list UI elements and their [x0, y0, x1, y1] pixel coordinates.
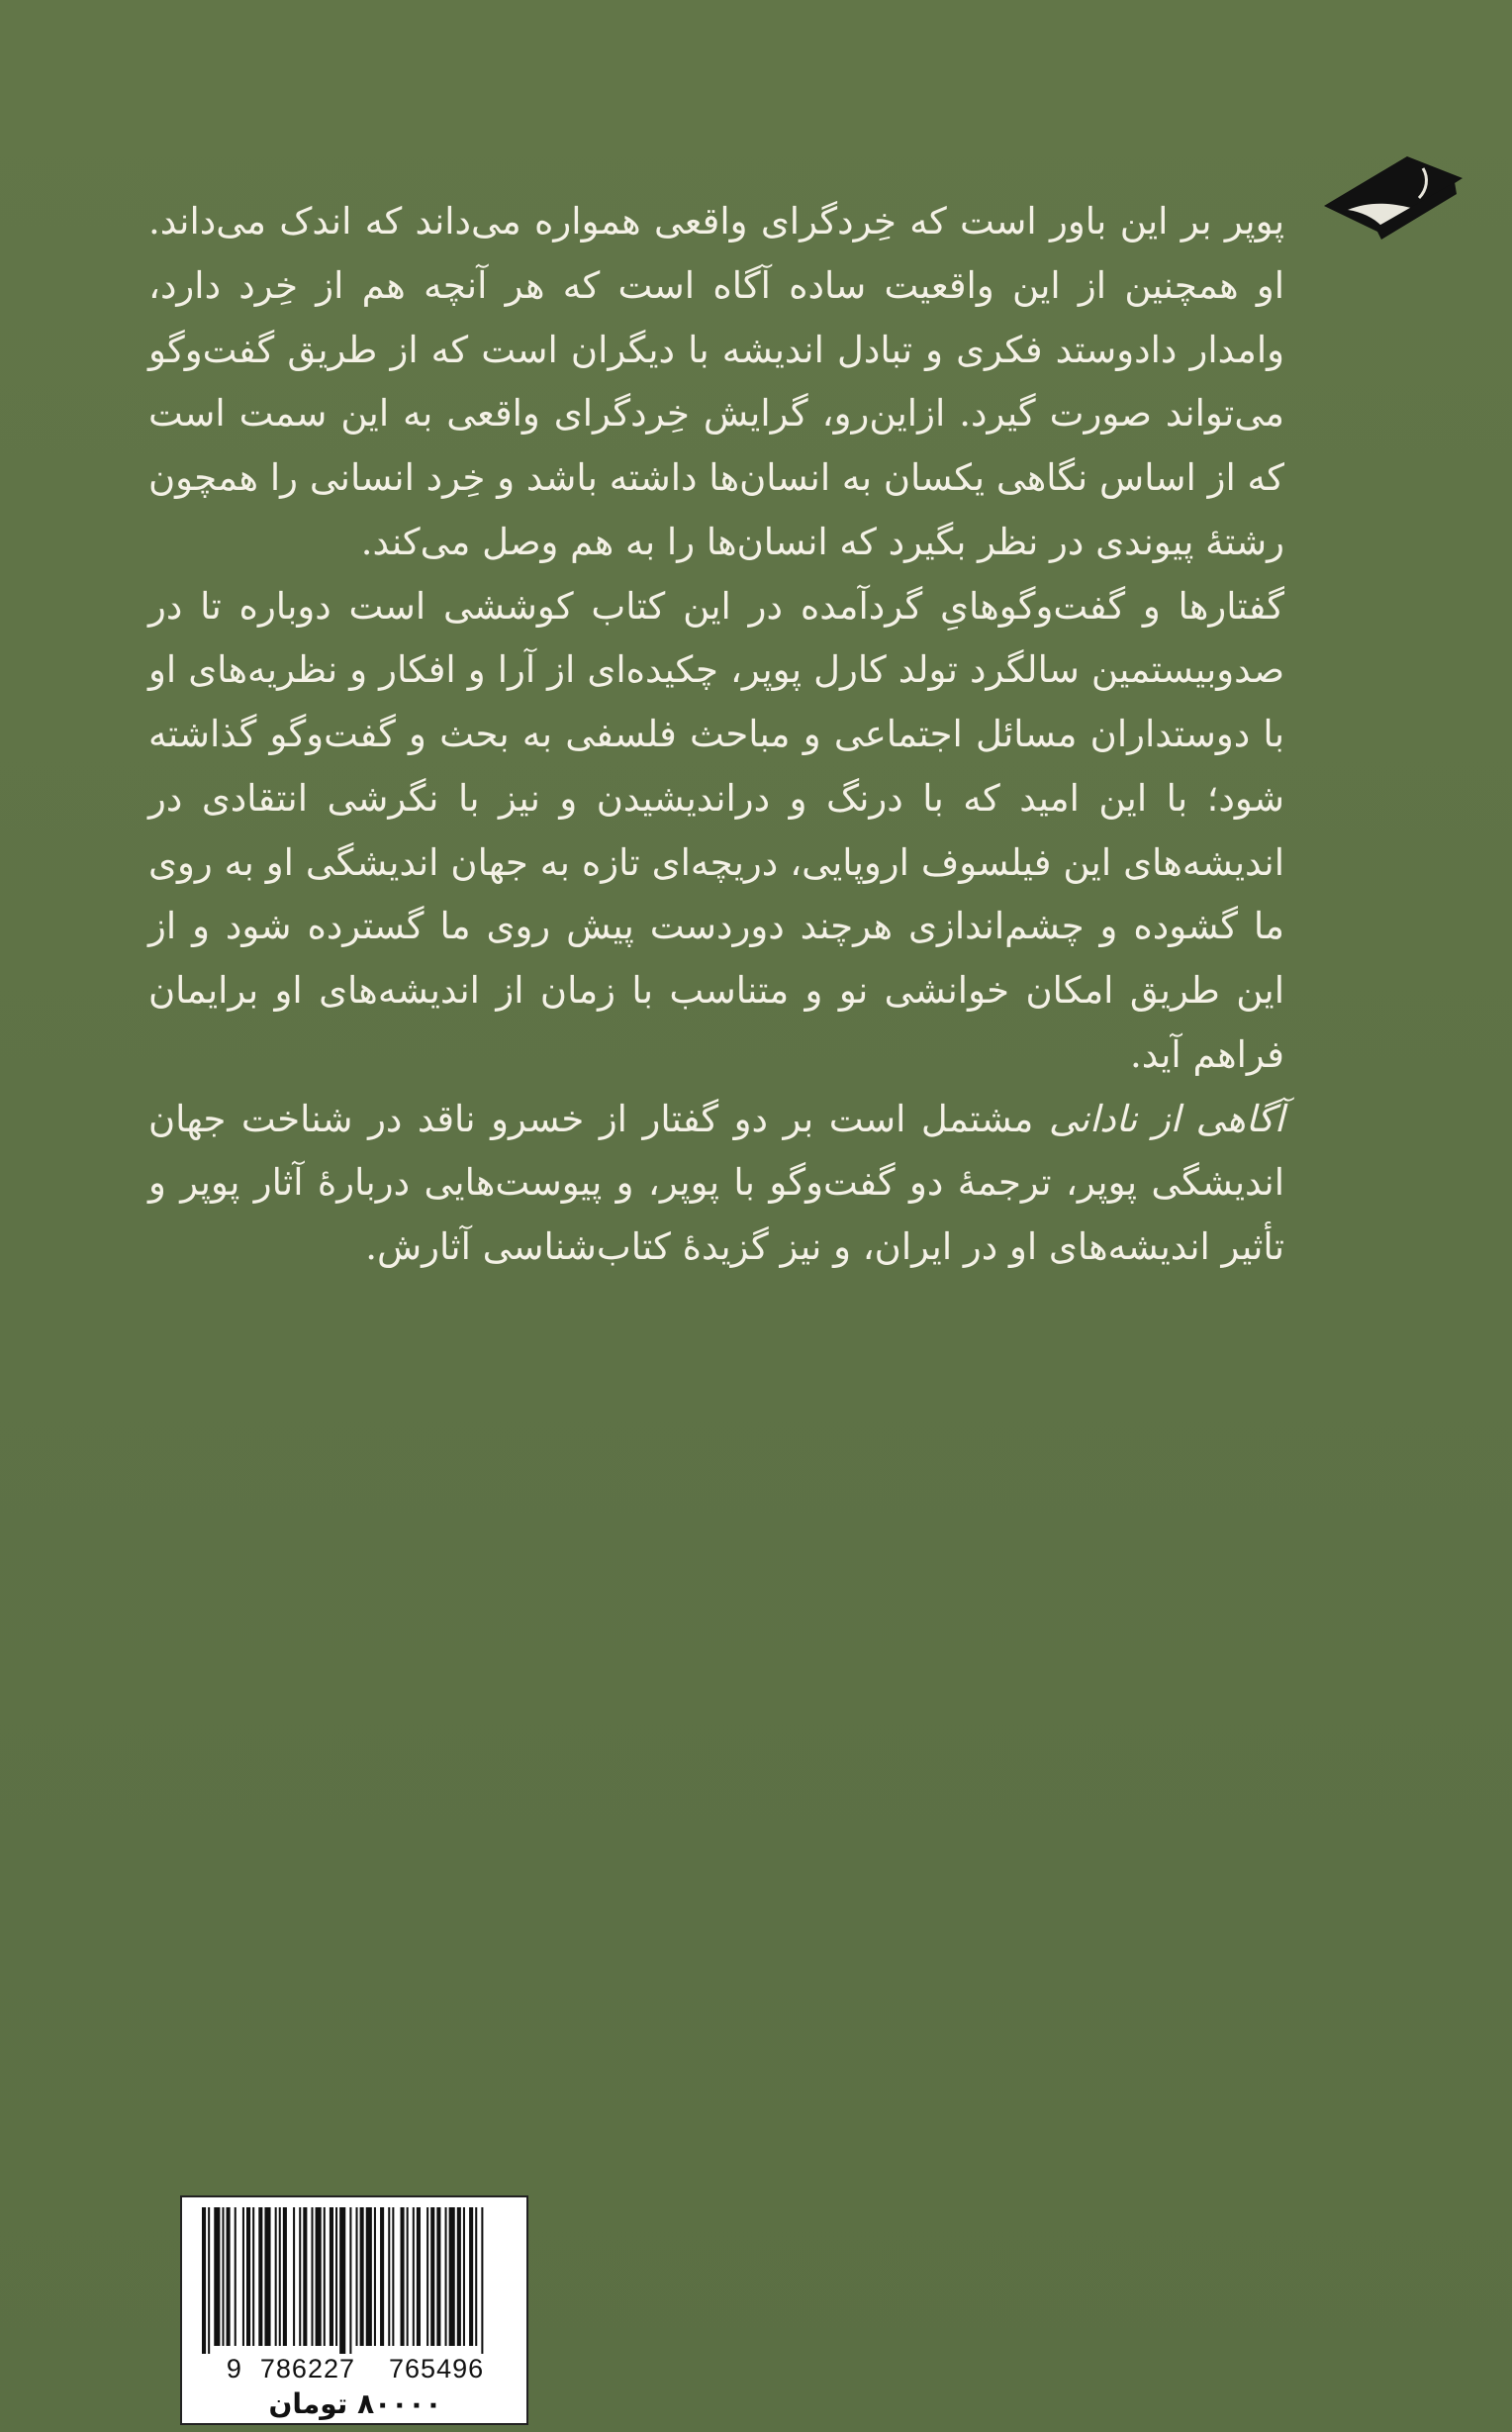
barcode-bar — [279, 2207, 281, 2346]
barcode-bar — [388, 2207, 390, 2346]
barcode-bar — [380, 2207, 384, 2346]
isbn-lead-digit: 9 — [226, 2354, 242, 2383]
barcode-bar — [374, 2207, 376, 2346]
barcode-bar — [349, 2207, 351, 2354]
barcode-bar — [283, 2207, 287, 2346]
isbn-number — [192, 2354, 519, 2384]
publisher-logo-icon — [1316, 148, 1465, 257]
barcode-bar — [299, 2207, 301, 2346]
barcode-bar — [360, 2207, 364, 2346]
barcode-label — [180, 2195, 528, 2425]
barcode-bar — [426, 2207, 428, 2346]
barcode-bar — [392, 2207, 394, 2346]
barcode-bar — [430, 2207, 434, 2346]
barcode-bar — [324, 2207, 326, 2346]
price-label: ۸۰۰۰۰ تومان — [268, 2387, 442, 2420]
barcode-bar — [330, 2207, 333, 2346]
paragraph-3 — [148, 1088, 1284, 1280]
barcode-bar — [246, 2207, 250, 2346]
barcode-bar — [227, 2207, 231, 2346]
barcode-bar — [264, 2207, 270, 2346]
barcode-bar — [355, 2207, 357, 2346]
barcode-bar — [275, 2207, 277, 2346]
paragraph-1: پوپر بر این باور است که خِردگرای واقعی همواره می‌داند که اندک می‌داند. او همچنین از این واقعیت ساده آگاه است که هر آنچه هم از خِرد دارد، وامدار دادوستد فکری و تبادل اندیشه با دیگران است که از طریق گفت‌وگو می‌تواند صورت گیرد. ازاین‌رو، گرایش خِردگرای واقعی به این سمت است که از اساس نگاهی یکسان به انسان‌ها داشته باشد و خِرد انسانی را همچون رشتهٔ پیوندی در نظر بگیرد که انسان‌ها را به هم وصل می‌کند. — [148, 200, 1284, 563]
blurb — [148, 190, 1284, 1280]
barcode-bar — [316, 2207, 322, 2346]
barcode-bar — [469, 2207, 473, 2346]
barcode-bar — [242, 2207, 244, 2346]
paragraph-3-text: مشتمل است بر دو گفتار از خسرو ناقد در شناخت جهان اندیشگی پوپر، ترجمهٔ دو گفت‌وگو با پوپر، و پیوست‌هایی دربارهٔ آثار پوپر و تأثیر اندیشه‌های او در ایران، و نیز گزیدهٔ کتاب‌شناسی آثارش. — [148, 1097, 1284, 1268]
barcode-bar — [202, 2207, 206, 2354]
barcode-bar — [252, 2207, 254, 2346]
barcode-bar — [481, 2207, 483, 2354]
barcode-bar — [445, 2207, 447, 2346]
book-title: آگاهی از نادانی — [1048, 1097, 1285, 1140]
barcode-bar — [463, 2207, 465, 2346]
barcode-bar — [366, 2207, 372, 2346]
barcode-bar — [436, 2207, 440, 2346]
barcode-bar — [258, 2207, 262, 2346]
barcode-bar — [339, 2207, 345, 2354]
barcode-bar — [401, 2207, 405, 2346]
barcode-bar — [235, 2207, 236, 2346]
isbn-group-2: 765496 — [389, 2354, 485, 2383]
barcode-bar — [303, 2207, 307, 2346]
barcode — [194, 2207, 517, 2354]
paragraph-2: گفتارها و گفت‌وگوهایِ گردآمده در این کتاب کوششی است دوباره تا در صدوبیستمین سالگرد تولد کارل پوپر، چکیده‌ای از آرا و افکار و نظریه‌های او با دوستداران مسائل اجتماعی و مباحث فلسفی به بحث و گفت‌وگو گذاشته شود؛ با این امید که با درنگ و دراندیشیدن و نیز با نگرشی انتقادی در اندیشه‌های این فیلسوف اروپایی، دریچه‌ای تازه به جهان اندیشگی او به روی ما گشوده و چشم‌اندازی هرچند دوردست پیش روی ما گسترده شود و از این طریق امکان خوانشی نو و متناسب با زمان از اندیشه‌های او برایمان فراهم آید. — [148, 584, 1284, 1076]
barcode-bar — [335, 2207, 337, 2346]
barcode-bar — [208, 2207, 210, 2354]
barcode-bar — [413, 2207, 415, 2346]
barcode-bar — [407, 2207, 409, 2346]
barcode-bar — [293, 2207, 295, 2346]
barcode-bar — [475, 2207, 477, 2346]
barcode-bar — [457, 2207, 461, 2346]
barcode-bar — [222, 2207, 224, 2346]
barcode-bar — [214, 2207, 220, 2346]
isbn-group-1: 786227 — [259, 2354, 355, 2383]
barcode-bar — [449, 2207, 455, 2346]
barcode-bar — [311, 2207, 313, 2346]
barcode-bar — [417, 2207, 421, 2346]
